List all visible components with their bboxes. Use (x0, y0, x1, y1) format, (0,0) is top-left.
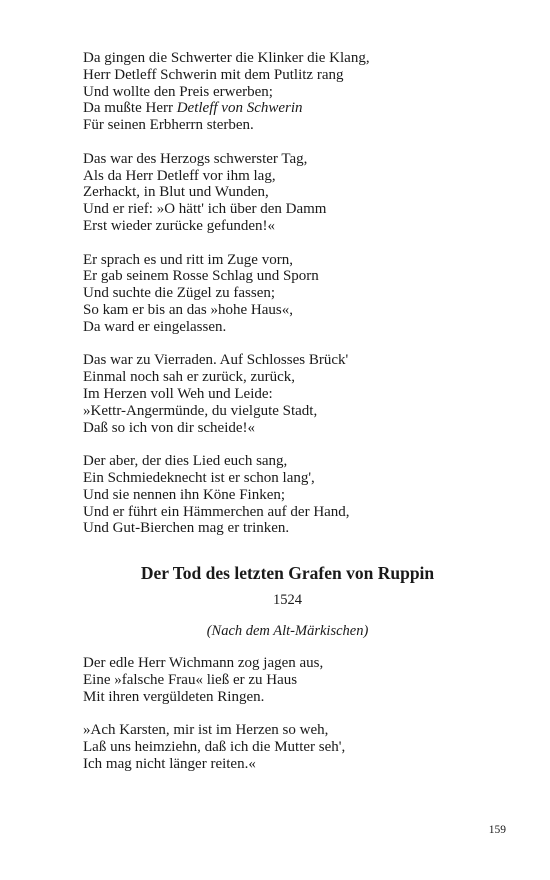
verse-line: Herr Detleff Schwerin mit dem Putlitz rang (83, 66, 344, 83)
verse-line (83, 100, 503, 117)
verse-line: Er gab seinem Rosse Schlag und Sporn (83, 268, 319, 285)
verse-line: Im Herzen voll Weh und Leide: (83, 385, 273, 402)
verse-line-emphasis: Detleff von Schwerin (176, 100, 303, 117)
stanza (83, 722, 503, 772)
verse-line: Und suchte die Zügel zu fassen; (83, 285, 276, 302)
poem-year: 1524 (273, 592, 302, 608)
verse-line: Ein Schmiedeknecht ist er schon lang', (83, 469, 315, 486)
verse-line: Zerhackt, in Blut und Wunden, (83, 184, 269, 201)
stanza (83, 352, 503, 436)
stanza (83, 453, 503, 537)
verse-line-prefix: Da mußte Herr (83, 100, 177, 117)
verse-line: Und er führt ein Hämmerchen auf der Hand, (83, 503, 350, 520)
verse-line: Das war zu Vierraden. Auf Schlosses Brück' (83, 352, 349, 369)
verse-line: Der edle Herr Wichmann zog jagen aus, (83, 655, 324, 671)
verse-line: Erst wieder zurücke gefunden!« (83, 217, 275, 234)
verse-line: »Ach Karsten, mir ist im Herzen so weh, (83, 722, 329, 739)
stanza (83, 151, 503, 235)
verse-line: Und Gut-Bierchen mag er trinken. (83, 520, 290, 537)
verse-line: Laß uns heimziehn, daß ich die Mutter seh', (83, 738, 346, 755)
verse-line: Er sprach es und ritt im Zuge vorn, (83, 251, 293, 268)
verse-line: »Kettr-Angermünde, du vielgute Stadt, (83, 402, 318, 419)
verse-line: Der aber, der dies Lied euch sang, (83, 453, 288, 470)
verse-line: Einmal noch sah er zurück, zurück, (83, 369, 295, 386)
poem-continuation (83, 50, 503, 537)
poem-title: Der Tod des letzten Grafen von Ruppin (140, 563, 435, 583)
page-number: 159 (488, 824, 506, 836)
verse-line: Da gingen die Schwerter die Klinker die Klang, (83, 50, 370, 66)
verse-line: Und er rief: »O hätt' ich über den Damm (83, 201, 327, 218)
verse-line: Als da Herr Detleff vor ihm lag, (83, 167, 276, 184)
stanza (83, 252, 503, 336)
verse-line: So kam er bis an das »hohe Haus«, (83, 301, 293, 318)
poem-body (83, 655, 503, 773)
verse-line: Für seinen Erbherrn sterben. (83, 117, 254, 134)
verse-line: Und sie nennen ihn Köne Finken; (83, 486, 286, 503)
verse-line: Und wollte den Preis erwerben; (83, 83, 273, 100)
verse-line: Mit ihren vergüldeten Ringen. (83, 688, 265, 705)
verse-line: Daß so ich von dir scheide!« (83, 419, 256, 436)
verse-line: Das war des Herzogs schwerster Tag, (83, 150, 308, 167)
poem-subtitle: (Nach dem Alt-Märkischen) (206, 623, 369, 639)
verse-line: Da ward er eingelassen. (83, 318, 227, 335)
stanza (83, 50, 503, 134)
verse-line: Eine »falsche Frau« ließ er zu Haus (83, 671, 298, 688)
verse-line: Ich mag nicht länger reiten.« (83, 755, 256, 772)
stanza (83, 655, 503, 705)
